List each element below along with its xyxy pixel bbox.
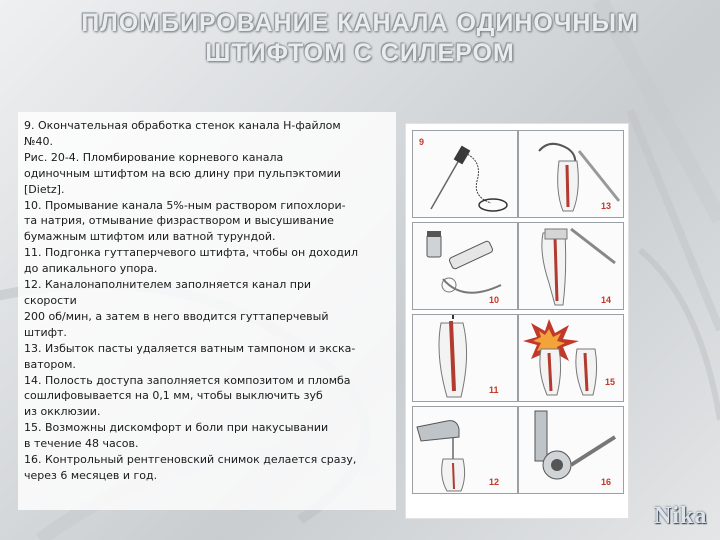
text-line: через 6 месяцев и год. <box>24 468 158 482</box>
slide-title <box>0 8 720 68</box>
text-line: 16. Контрольный рентгеновский снимок делается сразу, <box>24 453 357 467</box>
occlusion-pain-illustration <box>519 315 623 401</box>
title-line-2: ШТИФТОМ С СИЛЕРОМ <box>205 39 515 67</box>
brand-logo: Nika <box>654 503 708 529</box>
figure-number-12: 12 <box>489 477 500 487</box>
text-line: штифт. <box>24 325 67 339</box>
text-line: сошлифовывается на 0,1 мм, чтобы выключить зуб <box>24 389 323 403</box>
figure-number-11: 11 <box>489 385 499 395</box>
text-line: №40. <box>24 134 53 148</box>
text-line: 14. Полость доступа заполняется композитом и пломба <box>24 373 351 387</box>
figure-number-16: 16 <box>601 477 612 487</box>
figure-step-15 <box>518 314 624 402</box>
text-line: бумажным штифтом или ватной турундой. <box>24 230 276 244</box>
figure-step-16 <box>518 406 624 494</box>
text-line: 9. Окончательная обработка стенок канала Н-файлом <box>24 119 341 132</box>
illustration-figure <box>405 123 629 519</box>
figure-step-9 <box>412 130 518 218</box>
handpiece-lentulo-illustration <box>413 407 517 493</box>
figure-step-12 <box>412 406 518 494</box>
figure-number-10: 10 <box>489 295 500 305</box>
title-line-1: ПЛОМБИРОВАНИЕ КАНАЛА ОДИНОЧНЫМ <box>81 9 639 37</box>
text-line: 10. Промывание канала 5%-ным раствором гипохлори- <box>24 198 346 212</box>
text-line: 13. Избыток пасты удаляется ватным тампоном и экска- <box>24 341 356 355</box>
gutta-percha-fitting-illustration <box>413 315 517 401</box>
figure-step-13 <box>518 130 624 218</box>
text-line: 15. Возможны дискомфорт и боли при накусывании <box>24 421 329 435</box>
text-line: в течение 48 часов. <box>24 437 139 451</box>
syringe-irrigation-illustration <box>413 223 517 309</box>
text-line: 200 об/мин, а затем в него вводится гуттаперчевый <box>24 309 329 323</box>
h-file-illustration <box>413 131 517 217</box>
procedure-steps-text <box>24 118 396 484</box>
text-line: одиночным штифтом на всю длину при пульпэктомии <box>24 166 341 180</box>
text-line: та натрия, отмывание физраствором и высушивание <box>24 214 334 228</box>
figure-step-14 <box>518 222 624 310</box>
text-line: скорости <box>24 293 77 307</box>
text-line: 11. Подгонка гуттаперчевого штифта, чтобы он доходил <box>24 246 359 260</box>
figure-number-14: 14 <box>601 295 612 305</box>
figure-number-15: 15 <box>605 377 616 387</box>
text-line: до апикального упора. <box>24 262 158 276</box>
text-line: ватором. <box>24 357 76 371</box>
text-line: [Dietz]. <box>24 182 65 196</box>
figure-step-10 <box>412 222 518 310</box>
text-line: 12. Каналонаполнителем заполняется канал при <box>24 278 312 292</box>
text-line: Рис. 20-4. Пломбирование корневого канала <box>24 150 284 164</box>
figure-number-9: 9 <box>419 137 425 147</box>
text-line: из окклюзии. <box>24 405 101 419</box>
figure-number-13: 13 <box>601 201 612 211</box>
figure-step-11 <box>412 314 518 402</box>
